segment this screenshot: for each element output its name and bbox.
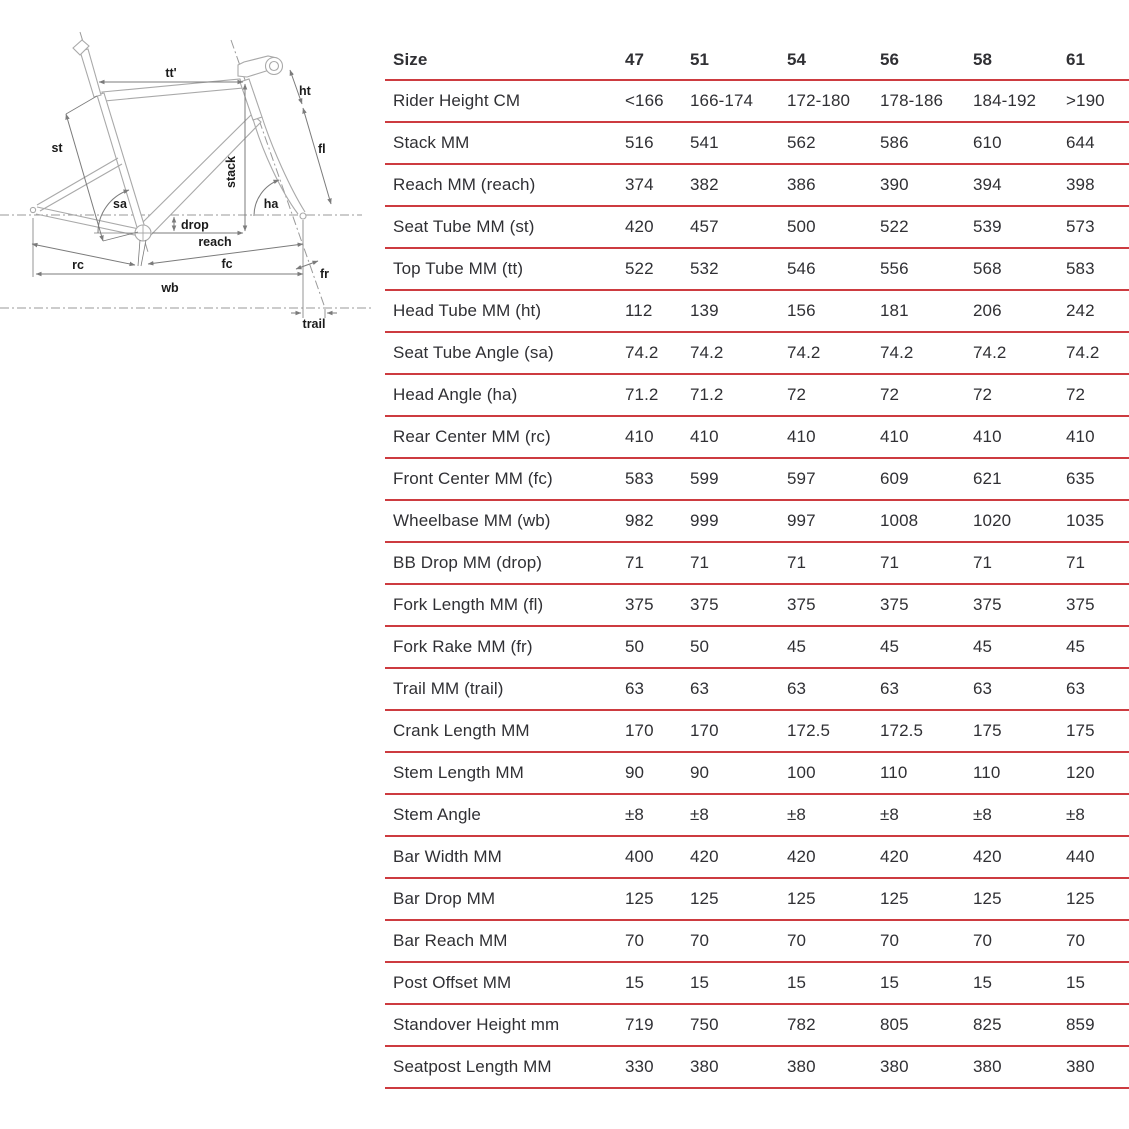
header-size-54: 54 — [787, 40, 880, 80]
spec-value-cell: 805 — [880, 1004, 973, 1046]
spec-value-cell: 375 — [625, 584, 690, 626]
spec-value-cell: 70 — [880, 920, 973, 962]
header-size-58: 58 — [973, 40, 1066, 80]
spec-row — [385, 332, 1129, 374]
spec-value-cell: ±8 — [880, 794, 973, 836]
geometry-diagram — [0, 0, 385, 340]
head-tube — [240, 79, 262, 120]
spec-value-cell: 242 — [1066, 290, 1129, 332]
spec-row — [385, 542, 1129, 584]
bb-extension — [138, 240, 146, 266]
spec-value-cell: 782 — [787, 1004, 880, 1046]
spec-value-cell: 390 — [880, 164, 973, 206]
spec-value-cell: 457 — [690, 206, 787, 248]
spec-value-cell: <166 — [625, 80, 690, 122]
spec-value-cell: 380 — [880, 1046, 973, 1088]
spec-value-cell: 541 — [690, 122, 787, 164]
spec-value-cell: 90 — [625, 752, 690, 794]
dim-label-tt: tt' — [165, 66, 177, 80]
spec-value-cell: 532 — [690, 248, 787, 290]
spec-value-cell: 45 — [787, 626, 880, 668]
spec-value-cell: 63 — [787, 668, 880, 710]
spec-value-cell: 410 — [973, 416, 1066, 458]
bar-clamp-inner — [270, 62, 279, 71]
spec-value-cell: 166-174 — [690, 80, 787, 122]
spec-value-cell: 156 — [787, 290, 880, 332]
spec-value-cell: 125 — [690, 878, 787, 920]
spec-value-cell: 380 — [690, 1046, 787, 1088]
dim-label-reach: reach — [198, 235, 232, 249]
spec-value-cell: 522 — [880, 206, 973, 248]
spec-value-cell: ±8 — [973, 794, 1066, 836]
seatpost — [80, 49, 101, 97]
spec-value-cell: 516 — [625, 122, 690, 164]
header-size-51: 51 — [690, 40, 787, 80]
spec-label-cell: Bar Drop MM — [385, 878, 625, 920]
spec-label-cell: Bar Reach MM — [385, 920, 625, 962]
spec-value-cell: 609 — [880, 458, 973, 500]
spec-value-cell: 70 — [690, 920, 787, 962]
spec-label-cell: Trail MM (trail) — [385, 668, 625, 710]
spec-value-cell: 375 — [690, 584, 787, 626]
spec-value-cell: 172.5 — [880, 710, 973, 752]
spec-row — [385, 668, 1129, 710]
spec-value-cell: 72 — [973, 374, 1066, 416]
chain-stays — [36, 207, 144, 237]
spec-value-cell: 120 — [1066, 752, 1129, 794]
spec-value-cell: >190 — [1066, 80, 1129, 122]
spec-value-cell: 621 — [973, 458, 1066, 500]
spec-value-cell: 1020 — [973, 500, 1066, 542]
spec-label-cell: Head Angle (ha) — [385, 374, 625, 416]
spec-value-cell: 181 — [880, 290, 973, 332]
spec-row — [385, 374, 1129, 416]
spec-label-cell: Rear Center MM (rc) — [385, 416, 625, 458]
rear-dropout — [30, 207, 35, 212]
spec-value-cell: 15 — [1066, 962, 1129, 1004]
spec-value-cell: 420 — [880, 836, 973, 878]
spec-value-cell: 750 — [690, 1004, 787, 1046]
bike-frame-diagram — [0, 0, 385, 340]
header-size-47: 47 — [625, 40, 690, 80]
spec-value-cell: 420 — [973, 836, 1066, 878]
spec-value-cell: 72 — [787, 374, 880, 416]
spec-value-cell: 583 — [1066, 248, 1129, 290]
spec-value-cell: 139 — [690, 290, 787, 332]
spec-value-cell: 63 — [625, 668, 690, 710]
spec-value-cell: 500 — [787, 206, 880, 248]
spec-value-cell: 546 — [787, 248, 880, 290]
spec-value-cell: ±8 — [1066, 794, 1129, 836]
spec-row — [385, 458, 1129, 500]
spec-value-cell: 206 — [973, 290, 1066, 332]
spec-value-cell: 522 — [625, 248, 690, 290]
spec-value-cell: 184-192 — [973, 80, 1066, 122]
dim-label-drop: drop — [181, 218, 209, 232]
label-backgrounds — [66, 256, 239, 295]
dim-label-stack: stack — [224, 156, 238, 188]
spec-value-cell: 170 — [690, 710, 787, 752]
spec-row — [385, 206, 1129, 248]
spec-row — [385, 248, 1129, 290]
spec-value-cell: 394 — [973, 164, 1066, 206]
spec-value-cell: 982 — [625, 500, 690, 542]
spec-value-cell: 63 — [690, 668, 787, 710]
spec-value-cell: 999 — [690, 500, 787, 542]
spec-label-cell: Front Center MM (fc) — [385, 458, 625, 500]
dim-label-ht: ht — [299, 84, 311, 98]
spec-row — [385, 1004, 1129, 1046]
spec-value-cell: 72 — [880, 374, 973, 416]
geometry-table-container — [385, 40, 1129, 1089]
spec-value-cell: 380 — [973, 1046, 1066, 1088]
spec-value-cell: 1035 — [1066, 500, 1129, 542]
spec-label-cell: Post Offset MM — [385, 962, 625, 1004]
dim-label-fr: fr — [320, 267, 330, 281]
fr-dim — [296, 261, 318, 269]
spec-row — [385, 122, 1129, 164]
spec-value-cell: 599 — [690, 458, 787, 500]
dim-label-ha: ha — [263, 197, 279, 211]
spec-value-cell: 125 — [625, 878, 690, 920]
spec-label-cell: Head Tube MM (ht) — [385, 290, 625, 332]
spec-value-cell: 386 — [787, 164, 880, 206]
spec-value-cell: 330 — [625, 1046, 690, 1088]
spec-value-cell: 170 — [625, 710, 690, 752]
spec-value-cell: 420 — [787, 836, 880, 878]
spec-label-cell: Seat Tube MM (st) — [385, 206, 625, 248]
spec-value-cell: 71.2 — [625, 374, 690, 416]
spec-value-cell: 172.5 — [787, 710, 880, 752]
fl-dim — [303, 108, 331, 204]
spec-value-cell: 125 — [1066, 878, 1129, 920]
spec-row — [385, 416, 1129, 458]
front-dropout — [300, 213, 306, 219]
spec-row — [385, 962, 1129, 1004]
spec-value-cell: 63 — [1066, 668, 1129, 710]
spec-value-cell: 375 — [787, 584, 880, 626]
spec-value-cell: 90 — [690, 752, 787, 794]
spec-value-cell: 610 — [973, 122, 1066, 164]
header-size-label: Size — [385, 40, 625, 80]
spec-value-cell: 45 — [880, 626, 973, 668]
spec-value-cell: 70 — [973, 920, 1066, 962]
fork-blade — [253, 117, 305, 214]
spec-row — [385, 500, 1129, 542]
spec-label-cell: Seatpost Length MM — [385, 1046, 625, 1088]
spec-value-cell: 110 — [880, 752, 973, 794]
spec-value-cell: 15 — [625, 962, 690, 1004]
spec-value-cell: 172-180 — [787, 80, 880, 122]
spec-value-cell: 74.2 — [880, 332, 973, 374]
spec-value-cell: 1008 — [880, 500, 973, 542]
spec-value-cell: 15 — [787, 962, 880, 1004]
spec-value-cell: 597 — [787, 458, 880, 500]
spec-row — [385, 752, 1129, 794]
spec-value-cell: 70 — [787, 920, 880, 962]
spec-value-cell: 125 — [973, 878, 1066, 920]
spec-label-cell: Bar Width MM — [385, 836, 625, 878]
spec-value-cell: 15 — [690, 962, 787, 1004]
spec-value-cell: 410 — [787, 416, 880, 458]
spec-label-cell: Stem Angle — [385, 794, 625, 836]
dim-label-st: st — [51, 141, 63, 155]
spec-value-cell: 71 — [787, 542, 880, 584]
spec-value-cell: 410 — [625, 416, 690, 458]
spec-label-cell: Seat Tube Angle (sa) — [385, 332, 625, 374]
spec-value-cell: 63 — [973, 668, 1066, 710]
spec-value-cell: 71 — [880, 542, 973, 584]
spec-value-cell: 420 — [690, 836, 787, 878]
spec-value-cell: 374 — [625, 164, 690, 206]
spec-label-cell: Reach MM (reach) — [385, 164, 625, 206]
dim-label-trail: trail — [302, 317, 326, 331]
dim-label-wb: wb — [161, 281, 179, 295]
spec-value-cell: 400 — [625, 836, 690, 878]
spec-row — [385, 626, 1129, 668]
spec-value-cell: 15 — [880, 962, 973, 1004]
spec-value-cell: 70 — [625, 920, 690, 962]
spec-value-cell: 15 — [973, 962, 1066, 1004]
spec-value-cell: 420 — [625, 206, 690, 248]
spec-label-cell: Fork Length MM (fl) — [385, 584, 625, 626]
dim-label-rc: rc — [72, 258, 84, 272]
spec-value-cell: 125 — [880, 878, 973, 920]
spec-label-cell: BB Drop MM (drop) — [385, 542, 625, 584]
spec-value-cell: 380 — [787, 1046, 880, 1088]
spec-value-cell: 375 — [880, 584, 973, 626]
header-size-56: 56 — [880, 40, 973, 80]
spec-value-cell: 573 — [1066, 206, 1129, 248]
spec-value-cell: 583 — [625, 458, 690, 500]
spec-value-cell: 175 — [1066, 710, 1129, 752]
dim-label-fc: fc — [221, 257, 233, 271]
dim-label-fl: fl — [318, 142, 326, 156]
spec-value-cell: 825 — [973, 1004, 1066, 1046]
spec-value-cell: 71 — [1066, 542, 1129, 584]
spec-value-cell: 45 — [1066, 626, 1129, 668]
spec-value-cell: 72 — [1066, 374, 1129, 416]
spec-value-cell: 382 — [690, 164, 787, 206]
spec-value-cell: 50 — [690, 626, 787, 668]
spec-value-cell: 74.2 — [1066, 332, 1129, 374]
dim-label-sa: sa — [113, 197, 127, 211]
spec-value-cell: 410 — [1066, 416, 1129, 458]
spec-row — [385, 794, 1129, 836]
spec-value-cell: 71.2 — [690, 374, 787, 416]
spec-row — [385, 290, 1129, 332]
spec-value-cell: 100 — [787, 752, 880, 794]
spec-value-cell: 70 — [1066, 920, 1129, 962]
spec-row — [385, 584, 1129, 626]
spec-label-cell: Stack MM — [385, 122, 625, 164]
spec-value-cell: 74.2 — [787, 332, 880, 374]
spec-value-cell: ±8 — [690, 794, 787, 836]
spec-value-cell: 562 — [787, 122, 880, 164]
geometry-table — [385, 40, 1129, 1089]
spec-value-cell: 635 — [1066, 458, 1129, 500]
spec-label-cell: Standover Height mm — [385, 1004, 625, 1046]
spec-value-cell: 410 — [880, 416, 973, 458]
spec-row — [385, 836, 1129, 878]
spec-value-cell: 586 — [880, 122, 973, 164]
spec-row — [385, 80, 1129, 122]
header-size-61: 61 — [1066, 40, 1129, 80]
header-row — [385, 40, 1129, 80]
table-body — [385, 80, 1129, 1088]
spec-value-cell: 375 — [973, 584, 1066, 626]
spec-value-cell: 50 — [625, 626, 690, 668]
construction-lines — [0, 32, 372, 308]
spec-value-cell: 71 — [625, 542, 690, 584]
spec-label-cell: Crank Length MM — [385, 710, 625, 752]
spec-value-cell: 644 — [1066, 122, 1129, 164]
spec-value-cell: 112 — [625, 290, 690, 332]
spec-value-cell: ±8 — [787, 794, 880, 836]
spec-value-cell: 45 — [973, 626, 1066, 668]
spec-value-cell: 74.2 — [973, 332, 1066, 374]
spec-value-cell: 859 — [1066, 1004, 1129, 1046]
spec-value-cell: 410 — [690, 416, 787, 458]
spec-label-cell: Stem Length MM — [385, 752, 625, 794]
spec-value-cell: 568 — [973, 248, 1066, 290]
spec-value-cell: 539 — [973, 206, 1066, 248]
table-head — [385, 40, 1129, 80]
spec-row — [385, 920, 1129, 962]
spec-value-cell: 719 — [625, 1004, 690, 1046]
spec-value-cell: 71 — [690, 542, 787, 584]
spec-label-cell: Wheelbase MM (wb) — [385, 500, 625, 542]
spec-label-cell: Rider Height CM — [385, 80, 625, 122]
spec-value-cell: 71 — [973, 542, 1066, 584]
spec-row — [385, 1046, 1129, 1088]
spec-value-cell: 380 — [1066, 1046, 1129, 1088]
spec-row — [385, 164, 1129, 206]
spec-value-cell: 175 — [973, 710, 1066, 752]
spec-value-cell: 375 — [1066, 584, 1129, 626]
spec-row — [385, 878, 1129, 920]
spec-value-cell: 74.2 — [690, 332, 787, 374]
spec-row — [385, 710, 1129, 752]
spec-value-cell: 74.2 — [625, 332, 690, 374]
spec-value-cell: 997 — [787, 500, 880, 542]
spec-value-cell: 398 — [1066, 164, 1129, 206]
spec-label-cell: Fork Rake MM (fr) — [385, 626, 625, 668]
spec-value-cell: 178-186 — [880, 80, 973, 122]
spec-value-cell: 110 — [973, 752, 1066, 794]
spec-value-cell: 556 — [880, 248, 973, 290]
spec-label-cell: Top Tube MM (tt) — [385, 248, 625, 290]
spec-value-cell: 63 — [880, 668, 973, 710]
spec-value-cell: 125 — [787, 878, 880, 920]
spec-value-cell: 440 — [1066, 836, 1129, 878]
seat-tube — [97, 93, 146, 234]
spec-value-cell: ±8 — [625, 794, 690, 836]
